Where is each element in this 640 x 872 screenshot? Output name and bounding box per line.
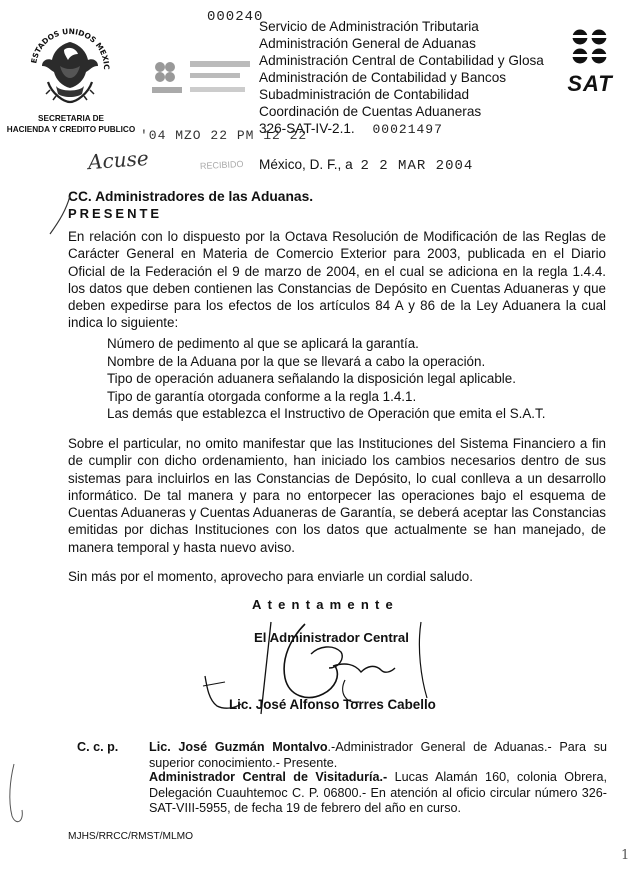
place-date: [259, 157, 473, 174]
signer-title: El Administrador Central: [254, 630, 409, 645]
signer-name: Lic. José Alfonso Torres Cabello: [229, 697, 436, 712]
paragraph-intro: En relación con lo dispuesto por la Octava Resolución de Modificación de las Reglas de Carácter General en Materia de Comercio Exterior para 2003, publicada en el Diario Oficial de la Federación el 9 de marzo de 2004, en el cual se adiciona en la regla 1.4.4. los datos que deben contienen las Constancias de Depósito en Cuentas Aduaneras y que deben expedirse para los efectos de los artículos 84 A y 86 de la Ley Aduanera la cual indica lo siguiente:: [68, 229, 606, 331]
header-line: Administración General de Aduanas: [259, 36, 476, 51]
list-item: Nombre de la Aduana por la que se llevará a cabo la operación.: [107, 353, 486, 369]
handwritten-note: Acuse: [87, 145, 150, 175]
faint-received-stamp: RECIBIDO: [199, 158, 244, 172]
seal-caption: [0, 114, 142, 135]
seal-ring-text: ESTADOS UNIDOS MEXIC: [29, 26, 112, 70]
seal-caption-line2: HACIENDA Y CREDITO PUBLICO: [6, 124, 136, 134]
list-item: Tipo de garantía otorgada conforme a la regla 1.4.1.: [107, 388, 417, 404]
list-item: Número de pedimento al que se aplicará la garantía.: [107, 336, 419, 351]
cc-recipient-2: [149, 770, 607, 817]
presente-label: PRESENTE: [68, 206, 163, 221]
letterhead: [259, 18, 559, 138]
faint-stamp-icon: [150, 57, 260, 97]
list-item: Tipo de operación aduanera señalando la disposición legal aplicable.: [107, 371, 516, 386]
sat-dots-icon: [555, 28, 625, 68]
header-line: Administración de Contabilidad y Bancos: [259, 70, 507, 85]
initials: MJHS/RRCC/RMST/MLMO: [68, 831, 194, 842]
closing-line: Sin más por el momento, aprovecho para enviarle un cordial saludo.: [68, 569, 473, 584]
stamp-number: 000240: [207, 9, 264, 25]
received-stamp: '04 MZO 22 PM 12 22: [140, 128, 308, 143]
header-line: Subadministración de Contabilidad: [259, 87, 470, 102]
cc1-name: Lic. José Guzmán Montalvo: [149, 740, 328, 754]
header-line: Coordinación de Cuentas Aduaneras: [259, 104, 482, 119]
addressee: CC. Administradores de las Aduanas.: [68, 189, 314, 204]
cc1-details: .-Administrador General de Aduanas.- Para su superior conocimiento.- Presente.: [149, 740, 607, 770]
margin-pen-loop-icon: [0, 760, 40, 830]
cc2-name: Administrador Central de Visitaduría.-: [149, 770, 388, 784]
header-line: Servicio de Administración Tributaria: [259, 19, 479, 34]
office-code: 326-SAT-IV-2.1.: [259, 121, 355, 136]
sat-logo: [555, 28, 625, 94]
office-number: 00021497: [372, 122, 443, 137]
requirements-list: [107, 335, 545, 423]
place-date-prefix: México, D. F., a: [259, 157, 353, 172]
cc-label: C. c. p.: [77, 740, 119, 754]
eagle-seal-icon: [20, 20, 120, 112]
header-line: Administración Central de Contabilidad y Glosa: [259, 53, 544, 68]
date-stamp: 2 2 MAR 2004: [360, 158, 474, 174]
coat-of-arms-seal: [20, 20, 120, 112]
cc-recipient-1: [149, 740, 607, 771]
paragraph-particular: Sobre el particular, no omito manifestar que las Instituciones del Sistema Financiero a fin de cumplir con dicho ordenamiento, han iniciado los cambios necesarios dentro de sus sistemas para incluirlos en las Constancias de Depósito, lo cual conlleva a un desarrollo informático. De tal manera y para no entorpecer las operaciones bajo el esquema de Cuentas Aduaneras y Cuentas Aduaneras de Garantía, se deberá aceptar las Constancias emitidas por dichas Instituciones con los datos que actualmente se han manejado, de manera temporal y hasta nuevo aviso.: [68, 436, 606, 555]
atentamente: Atentamente: [252, 597, 399, 612]
corner-mark: 1: [621, 848, 630, 863]
sat-logo-text: SAT: [567, 71, 613, 96]
seal-caption-line1: SECRETARIA DE: [38, 114, 104, 123]
cc2-details: Lucas Alamán 160, colonia Obrera, Delegación Cuauhtemoc C. P. 06800.- En atención al oficio circular número 326-SAT-VIII-5955, de fecha 19 de febrero del año en curso.: [149, 770, 607, 816]
faint-stamp-ghost: [150, 57, 260, 97]
list-item: Las demás que establezca el Instructivo de Operación que emita el S.A.T.: [107, 406, 546, 421]
